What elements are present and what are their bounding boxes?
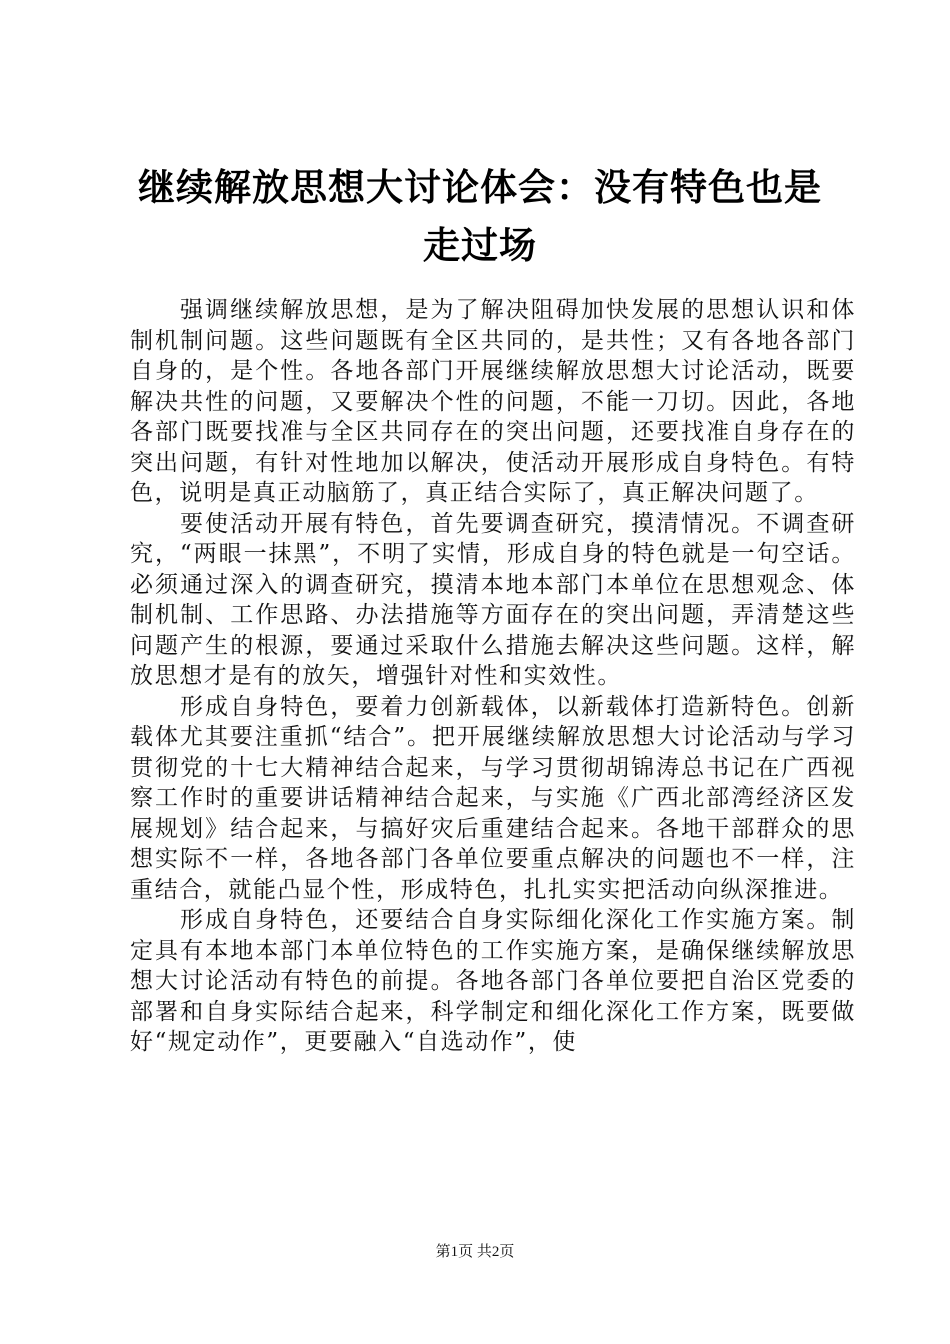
paragraph-4: 形成自身特色，还要结合自身实际细化深化工作实施方案。制定具有本地本部门本单位特色的工作实施方案，是确保继续解放思想大讨论活动有特色的前提。各地各部门各单位要把自治区党委的部署和自身实际结合起来，科学制定和细化深化工作方案，既要做好“规定动作”，更要融入“自选动作”，使 <box>130 907 856 1055</box>
page-number-footer: 第1页 共2页 <box>435 1244 515 1260</box>
paragraph-2: 要使活动开展有特色，首先要调查研究，摸清情况。不调查研究，“两眼一抹黑”，不明了实情，形成自身的特色就是一句空话。必须通过深入的调查研究，摸清本地本部门本单位在思想观念、体制机制、工作思路、办法措施等方面存在的突出问题，弄清楚这些问题产生的根源，要通过采取什么措施去解决这些问题。这样，解放思想才是有的放矢，增强针对性和实效性。 <box>130 510 856 689</box>
document-body <box>130 295 856 1058</box>
paragraph-3: 形成自身特色，要着力创新载体，以新载体打造新特色。创新载体尤其要注重抓“结合”。把开展继续解放思想大讨论活动与学习贯彻党的十七大精神结合起来，与学习贯彻胡锦涛总书记在广西视察工作时的重要讲话精神结合起来，与实施《广西北部湾经济区发展规划》结合起来，与搞好灾后重建结合起来。各地干部群众的思想实际不一样，各地各部门各单位要重点解决的问题也不一样，注重结合，就能凸显个性，形成特色，扎扎实实把活动向纵深推进。 <box>130 693 856 903</box>
document-title: 继续解放思想大讨论体会：没有特色也是走过场 <box>138 165 822 267</box>
paragraph-1: 强调继续解放思想，是为了解决阻碍加快发展的思想认识和体制机制问题。这些问题既有全区共同的，是共性；又有各地各部门自身的，是个性。各地各部门开展继续解放思想大讨论活动，既要解决共性的问题，又要解决个性的问题，不能一刀切。因此，各地各部门既要找准与全区共同存在的突出问题，还要找准自身存在的突出问题，有针对性地加以解决，使活动开展形成自身特色。有特色，说明是真正动脑筋了，真正结合实际了，真正解决问题了。 <box>130 297 856 506</box>
